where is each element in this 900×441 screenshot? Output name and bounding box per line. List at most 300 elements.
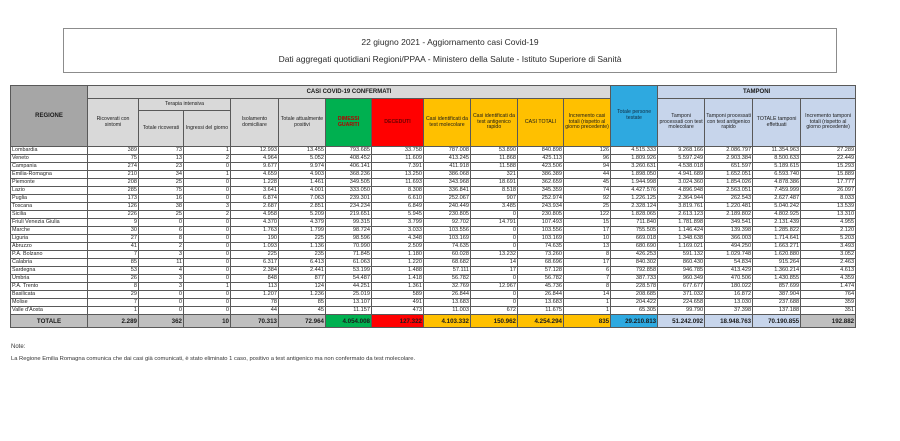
- cell-casi-test-molecolare: 787.008: [424, 147, 471, 155]
- report-subtitle: Dati aggregati quotidiani Regioni/PPAA - Ministero della Salute - Istituto Superiore di Sanità: [278, 54, 622, 64]
- cell-casi-totali: 11.675: [518, 307, 564, 315]
- cell-ricoverati-con-sintomi: 126: [88, 203, 139, 211]
- table-row: [11, 147, 856, 155]
- cell-isolamento-domiciliare: 113: [231, 283, 279, 291]
- cell-ti-totale-ricoverati: 362: [139, 315, 184, 328]
- table-row: [11, 291, 856, 299]
- region-name: Veneto: [11, 155, 88, 163]
- cell-ti-ingressi-giorno: 0: [184, 307, 231, 315]
- cell-totale-tamponi: 137.188: [753, 307, 801, 315]
- cell-totale-tamponi: 1.714.641: [753, 235, 801, 243]
- cell-isolamento-domiciliare: 12.993: [231, 147, 279, 155]
- cell-persone-testate: 792.858: [611, 267, 658, 275]
- cell-tamponi-molecolare: 591.132: [658, 251, 705, 259]
- table-row: [11, 307, 856, 315]
- table-row: [11, 227, 856, 235]
- cell-casi-test-antigenico: 0: [471, 243, 518, 251]
- region-name: Campania: [11, 163, 88, 171]
- cell-incremento-tamponi: 26.097: [801, 187, 856, 195]
- cell-incremento-tamponi: 13.539: [801, 203, 856, 211]
- cell-totale-tamponi: 237.688: [753, 299, 801, 307]
- cell-casi-test-molecolare: 60.028: [424, 251, 471, 259]
- report-header: [63, 28, 837, 73]
- cell-isolamento-domiciliare: 1.228: [231, 179, 279, 187]
- cell-casi-test-antigenico: 0: [471, 211, 518, 219]
- cell-ricoverati-con-sintomi: 389: [88, 147, 139, 155]
- cell-incremento-casi: 122: [564, 211, 611, 219]
- cell-ti-totale-ricoverati: 38: [139, 203, 184, 211]
- header-terapia-intensiva: Terapia intensiva: [139, 99, 231, 111]
- cell-tamponi-antigenico: 262.543: [705, 195, 753, 203]
- cell-casi-test-antigenico: 13.232: [471, 251, 518, 259]
- cell-incremento-tamponi: 2.120: [801, 227, 856, 235]
- cell-casi-test-molecolare: 4.103.332: [424, 315, 471, 328]
- cell-dimessi-guariti: 333.050: [326, 187, 372, 195]
- cell-casi-totali: 26.844: [518, 291, 564, 299]
- cell-casi-totali: 230.805: [518, 211, 564, 219]
- cell-ti-ingressi-giorno: 0: [184, 299, 231, 307]
- region-name: Lazio: [11, 187, 88, 195]
- cell-tamponi-antigenico: 366.003: [705, 235, 753, 243]
- cell-ricoverati-con-sintomi: 7: [88, 251, 139, 259]
- cell-ti-ingressi-giorno: 1: [184, 171, 231, 179]
- cell-isolamento-domiciliare: 4.964: [231, 155, 279, 163]
- cell-casi-test-molecolare: 386.068: [424, 171, 471, 179]
- cell-dimessi-guariti: 4.054.008: [326, 315, 372, 328]
- cell-incremento-casi: 96: [564, 155, 611, 163]
- cell-incremento-casi: 8: [564, 283, 611, 291]
- cell-ti-ingressi-giorno: 1: [184, 147, 231, 155]
- header-casi-antigenico: Casi identificati da test antigenico rapido: [471, 99, 518, 147]
- table-row: [11, 283, 856, 291]
- region-name: P.A. Bolzano: [11, 251, 88, 259]
- cell-deceduti: 8.308: [372, 187, 424, 195]
- header-isolamento: Isolamento domiciliare: [231, 99, 279, 147]
- cell-casi-test-antigenico: 11.868: [471, 155, 518, 163]
- cell-dimessi-guariti: 793.685: [326, 147, 372, 155]
- header-ti-totale: Totale ricoverati: [139, 111, 184, 147]
- region-name: Sicilia: [11, 211, 88, 219]
- cell-incremento-tamponi: 8.033: [801, 195, 856, 203]
- cell-tamponi-antigenico: 1.029.748: [705, 251, 753, 259]
- cell-tamponi-antigenico: 1.220.481: [705, 203, 753, 211]
- cell-persone-testate: 65.305: [611, 307, 658, 315]
- cell-persone-testate: 840.302: [611, 259, 658, 267]
- cell-persone-testate: 1.898.050: [611, 171, 658, 179]
- cell-casi-test-antigenico: 14.791: [471, 219, 518, 227]
- cell-incremento-casi: 15: [564, 219, 611, 227]
- cell-tamponi-antigenico: 37.398: [705, 307, 753, 315]
- cell-casi-totali: 107.493: [518, 219, 564, 227]
- cell-tamponi-antigenico: 54.834: [705, 259, 753, 267]
- cell-ricoverati-con-sintomi: 226: [88, 211, 139, 219]
- cell-casi-test-antigenico: 11.588: [471, 163, 518, 171]
- cell-deceduti: 5.945: [372, 211, 424, 219]
- cell-isolamento-domiciliare: 9.677: [231, 163, 279, 171]
- cell-incremento-casi: 45: [564, 179, 611, 187]
- cell-incremento-tamponi: 22.449: [801, 155, 856, 163]
- cell-totale-tamponi: 5.040.242: [753, 203, 801, 211]
- cell-casi-test-antigenico: 12.967: [471, 283, 518, 291]
- cell-deceduti: 11.609: [372, 155, 424, 163]
- cell-persone-testate: 204.422: [611, 299, 658, 307]
- cell-ti-totale-ricoverati: 3: [139, 275, 184, 283]
- cell-casi-test-antigenico: 0: [471, 291, 518, 299]
- cell-casi-test-molecolare: 252.067: [424, 195, 471, 203]
- cell-casi-test-antigenico: 17: [471, 267, 518, 275]
- table-row: [11, 155, 856, 163]
- cell-dimessi-guariti: 239.301: [326, 195, 372, 203]
- cell-deceduti: 473: [372, 307, 424, 315]
- cell-tamponi-antigenico: 2.903.384: [705, 155, 753, 163]
- cell-ricoverati-con-sintomi: 29: [88, 291, 139, 299]
- cell-totale-attualmente-positivi: 4.903: [279, 171, 326, 179]
- cell-isolamento-domiciliare: 1.093: [231, 243, 279, 251]
- cell-casi-test-antigenico: 8.518: [471, 187, 518, 195]
- cell-totale-tamponi: 1.285.822: [753, 227, 801, 235]
- cell-totale-attualmente-positivi: 1.799: [279, 227, 326, 235]
- cell-casi-totali: 840.898: [518, 147, 564, 155]
- cell-casi-totali: 103.556: [518, 227, 564, 235]
- cell-totale-tamponi: 2.627.487: [753, 195, 801, 203]
- cell-isolamento-domiciliare: 6.874: [231, 195, 279, 203]
- cell-ti-ingressi-giorno: 0: [184, 227, 231, 235]
- cell-casi-test-antigenico: 18.691: [471, 179, 518, 187]
- cell-casi-test-molecolare: 68.682: [424, 259, 471, 267]
- region-name: Molise: [11, 299, 88, 307]
- cell-dimessi-guariti: 44.251: [326, 283, 372, 291]
- cell-persone-testate: 1.226.125: [611, 195, 658, 203]
- cell-dimessi-guariti: 406.141: [326, 163, 372, 171]
- cell-ti-ingressi-giorno: 0: [184, 179, 231, 187]
- cell-deceduti: 3.799: [372, 219, 424, 227]
- banner-tamponi: TAMPONI: [658, 86, 856, 99]
- cell-tamponi-molecolare: 1.169.021: [658, 243, 705, 251]
- cell-tamponi-molecolare: 371.032: [658, 291, 705, 299]
- cell-ricoverati-con-sintomi: 173: [88, 195, 139, 203]
- cell-persone-testate: 711.840: [611, 219, 658, 227]
- cell-totale-attualmente-positivi: 5.209: [279, 211, 326, 219]
- cell-totale-tamponi: 915.264: [753, 259, 801, 267]
- cell-deceduti: 6.610: [372, 195, 424, 203]
- table-row: [11, 203, 856, 211]
- cell-incremento-tamponi: 3.052: [801, 251, 856, 259]
- cell-casi-test-molecolare: 32.769: [424, 283, 471, 291]
- cell-incremento-tamponi: 3.493: [801, 243, 856, 251]
- cell-dimessi-guariti: 13.107: [326, 299, 372, 307]
- cell-persone-testate: 208.685: [611, 291, 658, 299]
- cell-dimessi-guariti: 349.505: [326, 179, 372, 187]
- cell-tamponi-molecolare: 99.790: [658, 307, 705, 315]
- cell-isolamento-domiciliare: 6.317: [231, 259, 279, 267]
- cell-tamponi-antigenico: 2.563.051: [705, 187, 753, 195]
- cell-totale-tamponi: 11.354.963: [753, 147, 801, 155]
- cell-ti-ingressi-giorno: 1: [184, 283, 231, 291]
- cell-dimessi-guariti: 98.724: [326, 227, 372, 235]
- cell-persone-testate: 4.515.333: [611, 147, 658, 155]
- cell-deceduti: 1.361: [372, 283, 424, 291]
- cell-totale-attualmente-positivi: 2.441: [279, 267, 326, 275]
- cell-ricoverati-con-sintomi: 7: [88, 299, 139, 307]
- cell-isolamento-domiciliare: 2.687: [231, 203, 279, 211]
- cell-tamponi-antigenico: 494.250: [705, 243, 753, 251]
- cell-ricoverati-con-sintomi: 26: [88, 275, 139, 283]
- cell-casi-totali: 57.128: [518, 267, 564, 275]
- table-row: [11, 179, 856, 187]
- cell-ti-totale-ricoverati: 0: [139, 219, 184, 227]
- cell-ti-ingressi-giorno: 0: [184, 163, 231, 171]
- cell-casi-test-antigenico: 0: [471, 275, 518, 283]
- table-row: [11, 243, 856, 251]
- header-deceduti: DECEDUTI: [372, 99, 424, 147]
- cell-casi-test-molecolare: 26.844: [424, 291, 471, 299]
- cell-ricoverati-con-sintomi: 53: [88, 267, 139, 275]
- cell-casi-test-antigenico: 672: [471, 307, 518, 315]
- cell-totale-attualmente-positivi: 13.455: [279, 147, 326, 155]
- cell-totale-tamponi: 1.430.855: [753, 275, 801, 283]
- cell-ti-totale-ricoverati: 23: [139, 163, 184, 171]
- region-name: Friuli Venezia Giulia: [11, 219, 88, 227]
- header-attualmente-positivi: Totale attualmente positivi: [279, 99, 326, 147]
- covid-table-container: [10, 85, 857, 328]
- cell-deceduti: 127.322: [372, 315, 424, 328]
- cell-casi-totali: 425.113: [518, 155, 564, 163]
- cell-ti-totale-ricoverati: 2: [139, 243, 184, 251]
- cell-incremento-tamponi: 351: [801, 307, 856, 315]
- cell-tamponi-antigenico: 413.429: [705, 267, 753, 275]
- cell-deceduti: 6.849: [372, 203, 424, 211]
- cell-dimessi-guariti: 219.651: [326, 211, 372, 219]
- header-incremento-tamponi: Incremento tamponi totali (rispetto al giorno precedente): [801, 99, 856, 147]
- cell-dimessi-guariti: 53.199: [326, 267, 372, 275]
- cell-incremento-casi: 25: [564, 203, 611, 211]
- cell-tamponi-molecolare: 224.658: [658, 299, 705, 307]
- cell-deceduti: 491: [372, 299, 424, 307]
- cell-tamponi-molecolare: 1.146.424: [658, 227, 705, 235]
- cell-casi-test-molecolare: 103.169: [424, 235, 471, 243]
- cell-casi-test-molecolare: 56.782: [424, 275, 471, 283]
- cell-ti-ingressi-giorno: 0: [184, 291, 231, 299]
- cell-totale-tamponi: 1.360.214: [753, 267, 801, 275]
- cell-persone-testate: 29.210.813: [611, 315, 658, 328]
- cell-tamponi-molecolare: 5.597.249: [658, 155, 705, 163]
- region-name: Puglia: [11, 195, 88, 203]
- cell-ricoverati-con-sintomi: 1: [88, 307, 139, 315]
- region-name: Valle d'Aosta: [11, 307, 88, 315]
- cell-dimessi-guariti: 99.315: [326, 219, 372, 227]
- cell-ti-totale-ricoverati: 0: [139, 299, 184, 307]
- cell-isolamento-domiciliare: 848: [231, 275, 279, 283]
- cell-totale-attualmente-positivi: 4.001: [279, 187, 326, 195]
- cell-ricoverati-con-sintomi: 85: [88, 259, 139, 267]
- cell-tamponi-molecolare: 677.677: [658, 283, 705, 291]
- cell-incremento-casi: 8: [564, 251, 611, 259]
- cell-totale-tamponi: 7.459.999: [753, 187, 801, 195]
- cell-tamponi-antigenico: 139.398: [705, 227, 753, 235]
- region-name: Emilia-Romagna: [11, 171, 88, 179]
- cell-tamponi-antigenico: 18.948.763: [705, 315, 753, 328]
- cell-casi-test-molecolare: 336.841: [424, 187, 471, 195]
- cell-totale-tamponi: 4.878.386: [753, 179, 801, 187]
- cell-totale-attualmente-positivi: 7.063: [279, 195, 326, 203]
- cell-tamponi-antigenico: 349.541: [705, 219, 753, 227]
- cell-ti-totale-ricoverati: 3: [139, 283, 184, 291]
- cell-deceduti: 11.693: [372, 179, 424, 187]
- cell-ricoverati-con-sintomi: 75: [88, 155, 139, 163]
- cell-deceduti: 1.488: [372, 267, 424, 275]
- header-ti-ingressi: Ingressi del giorno: [184, 111, 231, 147]
- cell-dimessi-guariti: 54.487: [326, 275, 372, 283]
- cell-ti-totale-ricoverati: 6: [139, 227, 184, 235]
- table-body: [11, 147, 856, 315]
- cell-isolamento-domiciliare: 4.659: [231, 171, 279, 179]
- cell-casi-test-antigenico: 0: [471, 227, 518, 235]
- cell-deceduti: 33.758: [372, 147, 424, 155]
- cell-incremento-casi: 17: [564, 227, 611, 235]
- cell-ti-totale-ricoverati: 25: [139, 179, 184, 187]
- cell-isolamento-domiciliare: 44: [231, 307, 279, 315]
- cell-persone-testate: 680.690: [611, 243, 658, 251]
- cell-persone-testate: 3.260.631: [611, 163, 658, 171]
- cell-ti-ingressi-giorno: 0: [184, 259, 231, 267]
- cell-casi-test-molecolare: 13.683: [424, 299, 471, 307]
- cell-totale-tamponi: 5.189.615: [753, 163, 801, 171]
- region-name: P.A. Trento: [11, 283, 88, 291]
- cell-ricoverati-con-sintomi: 9: [88, 219, 139, 227]
- cell-dimessi-guariti: 368.236: [326, 171, 372, 179]
- table-row: [11, 267, 856, 275]
- cell-totale-tamponi: 857.699: [753, 283, 801, 291]
- cell-tamponi-antigenico: 470.506: [705, 275, 753, 283]
- cell-isolamento-domiciliare: 1.207: [231, 291, 279, 299]
- cell-ti-totale-ricoverati: 34: [139, 171, 184, 179]
- cell-totale-tamponi: 4.802.925: [753, 211, 801, 219]
- note-text: La Regione Emilia Romagna comunica che dai casi già comunicati, è stato eliminato 1 caso, positivo a test antigenico ma non confermato da test molecolare.: [11, 356, 416, 362]
- cell-ti-ingressi-giorno: 0: [184, 187, 231, 195]
- cell-incremento-casi: 1: [564, 307, 611, 315]
- cell-deceduti: 1.418: [372, 275, 424, 283]
- cell-dimessi-guariti: 234.234: [326, 203, 372, 211]
- header-dimessi-guariti: DIMESSI GUARITI: [326, 99, 372, 147]
- cell-totale-attualmente-positivi: 235: [279, 251, 326, 259]
- cell-deceduti: 1.180: [372, 251, 424, 259]
- cell-incremento-tamponi: 15.889: [801, 171, 856, 179]
- region-name: Calabria: [11, 259, 88, 267]
- cell-ti-totale-ricoverati: 3: [139, 251, 184, 259]
- cell-casi-test-antigenico: 0: [471, 299, 518, 307]
- cell-tamponi-antigenico: 1.652.051: [705, 171, 753, 179]
- cell-casi-test-molecolare: 103.556: [424, 227, 471, 235]
- report-title: 22 giugno 2021 - Aggiornamento casi Covid-19: [361, 37, 539, 47]
- cell-totale-attualmente-positivi: 1.461: [279, 179, 326, 187]
- region-name: Basilicata: [11, 291, 88, 299]
- cell-casi-test-antigenico: 907: [471, 195, 518, 203]
- cell-ti-ingressi-giorno: 10: [184, 315, 231, 328]
- table-row: [11, 163, 856, 171]
- cell-casi-test-antigenico: 3.485: [471, 203, 518, 211]
- cell-incremento-tamponi: 15.293: [801, 163, 856, 171]
- cell-dimessi-guariti: 25.019: [326, 291, 372, 299]
- cell-tamponi-molecolare: 3.024.360: [658, 179, 705, 187]
- cell-incremento-casi: 1: [564, 299, 611, 307]
- cell-casi-totali: 68.696: [518, 259, 564, 267]
- cell-ricoverati-con-sintomi: 274: [88, 163, 139, 171]
- cell-casi-test-antigenico: 321: [471, 171, 518, 179]
- cell-casi-totali: 56.782: [518, 275, 564, 283]
- cell-ti-totale-ricoverati: 75: [139, 187, 184, 195]
- cell-dimessi-guariti: 98.596: [326, 235, 372, 243]
- cell-persone-testate: 1.944.998: [611, 179, 658, 187]
- table-row: [11, 235, 856, 243]
- cell-casi-test-antigenico: 14: [471, 259, 518, 267]
- cell-casi-test-antigenico: 0: [471, 235, 518, 243]
- header-casi-molecolare: Casi identificati da test molecolare: [424, 99, 471, 147]
- cell-persone-testate: 1.809.926: [611, 155, 658, 163]
- header-ricoverati: Ricoverati con sintomi: [88, 99, 139, 147]
- cell-tamponi-molecolare: 960.349: [658, 275, 705, 283]
- total-label: TOTALE: [11, 315, 88, 328]
- cell-casi-test-molecolare: 92.702: [424, 219, 471, 227]
- cell-incremento-tamponi: 4.613: [801, 267, 856, 275]
- cell-deceduti: 3.033: [372, 227, 424, 235]
- cell-totale-tamponi: 70.190.855: [753, 315, 801, 328]
- cell-casi-test-molecolare: 11.003: [424, 307, 471, 315]
- cell-ti-totale-ricoverati: 13: [139, 155, 184, 163]
- cell-totale-attualmente-positivi: 124: [279, 283, 326, 291]
- cell-incremento-casi: 14: [564, 291, 611, 299]
- cell-ti-totale-ricoverati: 0: [139, 307, 184, 315]
- cell-incremento-casi: 13: [564, 243, 611, 251]
- cell-ti-totale-ricoverati: 8: [139, 235, 184, 243]
- cell-totale-attualmente-positivi: 877: [279, 275, 326, 283]
- cell-persone-testate: 755.505: [611, 227, 658, 235]
- cell-ricoverati-con-sintomi: 2.289: [88, 315, 139, 328]
- region-name: Sardegna: [11, 267, 88, 275]
- cell-incremento-casi: 94: [564, 163, 611, 171]
- cell-casi-test-molecolare: 240.449: [424, 203, 471, 211]
- cell-incremento-casi: 835: [564, 315, 611, 328]
- header-tamponi-totale: TOTALE tamponi effettuati: [753, 99, 801, 147]
- table-row: [11, 171, 856, 179]
- cell-isolamento-domiciliare: 225: [231, 251, 279, 259]
- cell-totale-tamponi: 6.593.740: [753, 171, 801, 179]
- cell-casi-totali: 4.254.294: [518, 315, 564, 328]
- region-name: Abruzzo: [11, 243, 88, 251]
- cell-tamponi-molecolare: 51.242.092: [658, 315, 705, 328]
- cell-isolamento-domiciliare: 190: [231, 235, 279, 243]
- cell-isolamento-domiciliare: 70.313: [231, 315, 279, 328]
- table-row: [11, 251, 856, 259]
- cell-ti-totale-ricoverati: 73: [139, 147, 184, 155]
- cell-incremento-tamponi: 4.955: [801, 219, 856, 227]
- cell-ricoverati-con-sintomi: 208: [88, 179, 139, 187]
- cell-isolamento-domiciliare: 4.958: [231, 211, 279, 219]
- cell-ti-totale-ricoverati: 25: [139, 211, 184, 219]
- cell-tamponi-antigenico: 2.086.797: [705, 147, 753, 155]
- cell-incremento-tamponi: 359: [801, 299, 856, 307]
- cell-tamponi-molecolare: 860.430: [658, 259, 705, 267]
- cell-persone-testate: 1.828.065: [611, 211, 658, 219]
- cell-totale-attualmente-positivi: 225: [279, 235, 326, 243]
- cell-casi-test-molecolare: 57.111: [424, 267, 471, 275]
- cell-dimessi-guariti: 70.990: [326, 243, 372, 251]
- cell-incremento-tamponi: 764: [801, 291, 856, 299]
- table-row: [11, 259, 856, 267]
- header-regione: REGIONE: [11, 86, 88, 147]
- region-name: Liguria: [11, 235, 88, 243]
- region-name: Piemonte: [11, 179, 88, 187]
- banner-casi-confermati: CASI COVID-19 CONFERMATI: [88, 86, 611, 99]
